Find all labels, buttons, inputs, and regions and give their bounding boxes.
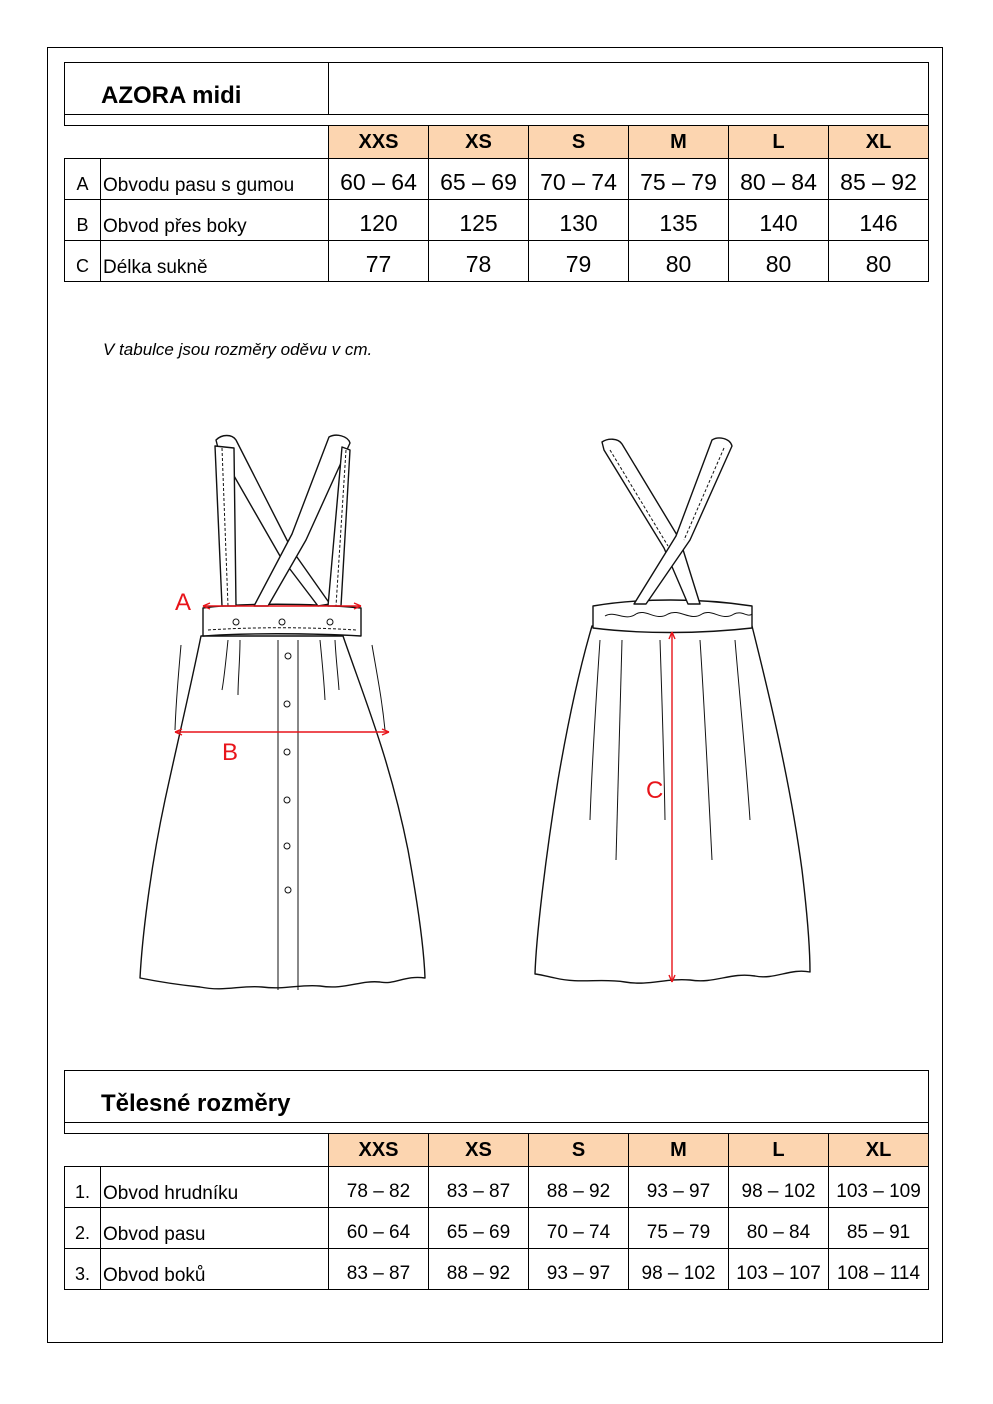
row-key: B bbox=[65, 200, 101, 241]
cell-value: 125 bbox=[429, 200, 529, 241]
size-header: S bbox=[529, 1134, 629, 1167]
cell-value: 120 bbox=[329, 200, 429, 241]
cell-value: 85 – 92 bbox=[829, 159, 929, 200]
table-row bbox=[65, 1249, 929, 1290]
cell-value: 140 bbox=[729, 200, 829, 241]
cell-value: 78 bbox=[429, 241, 529, 282]
size-header: M bbox=[629, 126, 729, 159]
units-note: V tabulce jsou rozměry oděvu v cm. bbox=[103, 340, 373, 359]
size-header: XXS bbox=[329, 1134, 429, 1167]
cell-value: 93 – 97 bbox=[629, 1167, 729, 1208]
size-header-blank bbox=[65, 1134, 329, 1167]
cell-value: 88 – 92 bbox=[429, 1249, 529, 1290]
body-table-title: Tělesné rozměry bbox=[65, 1071, 929, 1123]
row-key: C bbox=[65, 241, 101, 282]
cell-value: 85 – 91 bbox=[829, 1208, 929, 1249]
row-key: 2. bbox=[65, 1208, 101, 1249]
cell-value: 83 – 87 bbox=[429, 1167, 529, 1208]
size-header: XS bbox=[429, 1134, 529, 1167]
cell-value: 88 – 92 bbox=[529, 1167, 629, 1208]
cell-value: 80 bbox=[829, 241, 929, 282]
cell-value: 93 – 97 bbox=[529, 1249, 629, 1290]
measure-label-a: A bbox=[175, 589, 192, 616]
body-measurement-table bbox=[64, 1070, 929, 1290]
row-key: 3. bbox=[65, 1249, 101, 1290]
cell-value: 79 bbox=[529, 241, 629, 282]
size-header: XL bbox=[829, 1134, 929, 1167]
cell-value: 108 – 114 bbox=[829, 1249, 929, 1290]
cell-value: 103 – 107 bbox=[729, 1249, 829, 1290]
cell-value: 75 – 79 bbox=[629, 1208, 729, 1249]
row-label: Obvod boků bbox=[101, 1249, 329, 1290]
measure-label-c: C bbox=[646, 777, 664, 804]
cell-value: 98 – 102 bbox=[729, 1167, 829, 1208]
cell-value: 103 – 109 bbox=[829, 1167, 929, 1208]
cell-value: 130 bbox=[529, 200, 629, 241]
cell-value: 80 bbox=[729, 241, 829, 282]
cell-value: 77 bbox=[329, 241, 429, 282]
garment-table-title: AZORA midi bbox=[65, 63, 329, 115]
table-row bbox=[65, 1208, 929, 1249]
cell-value: 83 – 87 bbox=[329, 1249, 429, 1290]
size-header: XS bbox=[429, 126, 529, 159]
row-label: Obvod přes boky bbox=[101, 200, 329, 241]
row-label: Obvod pasu bbox=[101, 1208, 329, 1249]
row-label: Obvod hrudníku bbox=[101, 1167, 329, 1208]
cell-value: 65 – 69 bbox=[429, 159, 529, 200]
size-header: M bbox=[629, 1134, 729, 1167]
table-row bbox=[65, 1167, 929, 1208]
cell-value: 80 bbox=[629, 241, 729, 282]
size-header: L bbox=[729, 126, 829, 159]
measure-label-b: B bbox=[222, 739, 239, 766]
cell-value: 98 – 102 bbox=[629, 1249, 729, 1290]
row-label: Obvodu pasu s gumou bbox=[101, 159, 329, 200]
cell-value: 75 – 79 bbox=[629, 159, 729, 200]
cell-value: 78 – 82 bbox=[329, 1167, 429, 1208]
row-key: A bbox=[65, 159, 101, 200]
spacer-row bbox=[65, 1123, 929, 1134]
size-header: XXS bbox=[329, 126, 429, 159]
size-header: L bbox=[729, 1134, 829, 1167]
row-label: Délka sukně bbox=[101, 241, 329, 282]
cell-value: 80 – 84 bbox=[729, 1208, 829, 1249]
cell-value: 146 bbox=[829, 200, 929, 241]
cell-value: 80 – 84 bbox=[729, 159, 829, 200]
cell-value: 60 – 64 bbox=[329, 1208, 429, 1249]
cell-value: 135 bbox=[629, 200, 729, 241]
front-view bbox=[140, 435, 425, 989]
cell-value: 70 – 74 bbox=[529, 159, 629, 200]
row-key: 1. bbox=[65, 1167, 101, 1208]
cell-value: 70 – 74 bbox=[529, 1208, 629, 1249]
size-header: S bbox=[529, 126, 629, 159]
cell-value: 60 – 64 bbox=[329, 159, 429, 200]
size-header: XL bbox=[829, 126, 929, 159]
cell-value: 65 – 69 bbox=[429, 1208, 529, 1249]
